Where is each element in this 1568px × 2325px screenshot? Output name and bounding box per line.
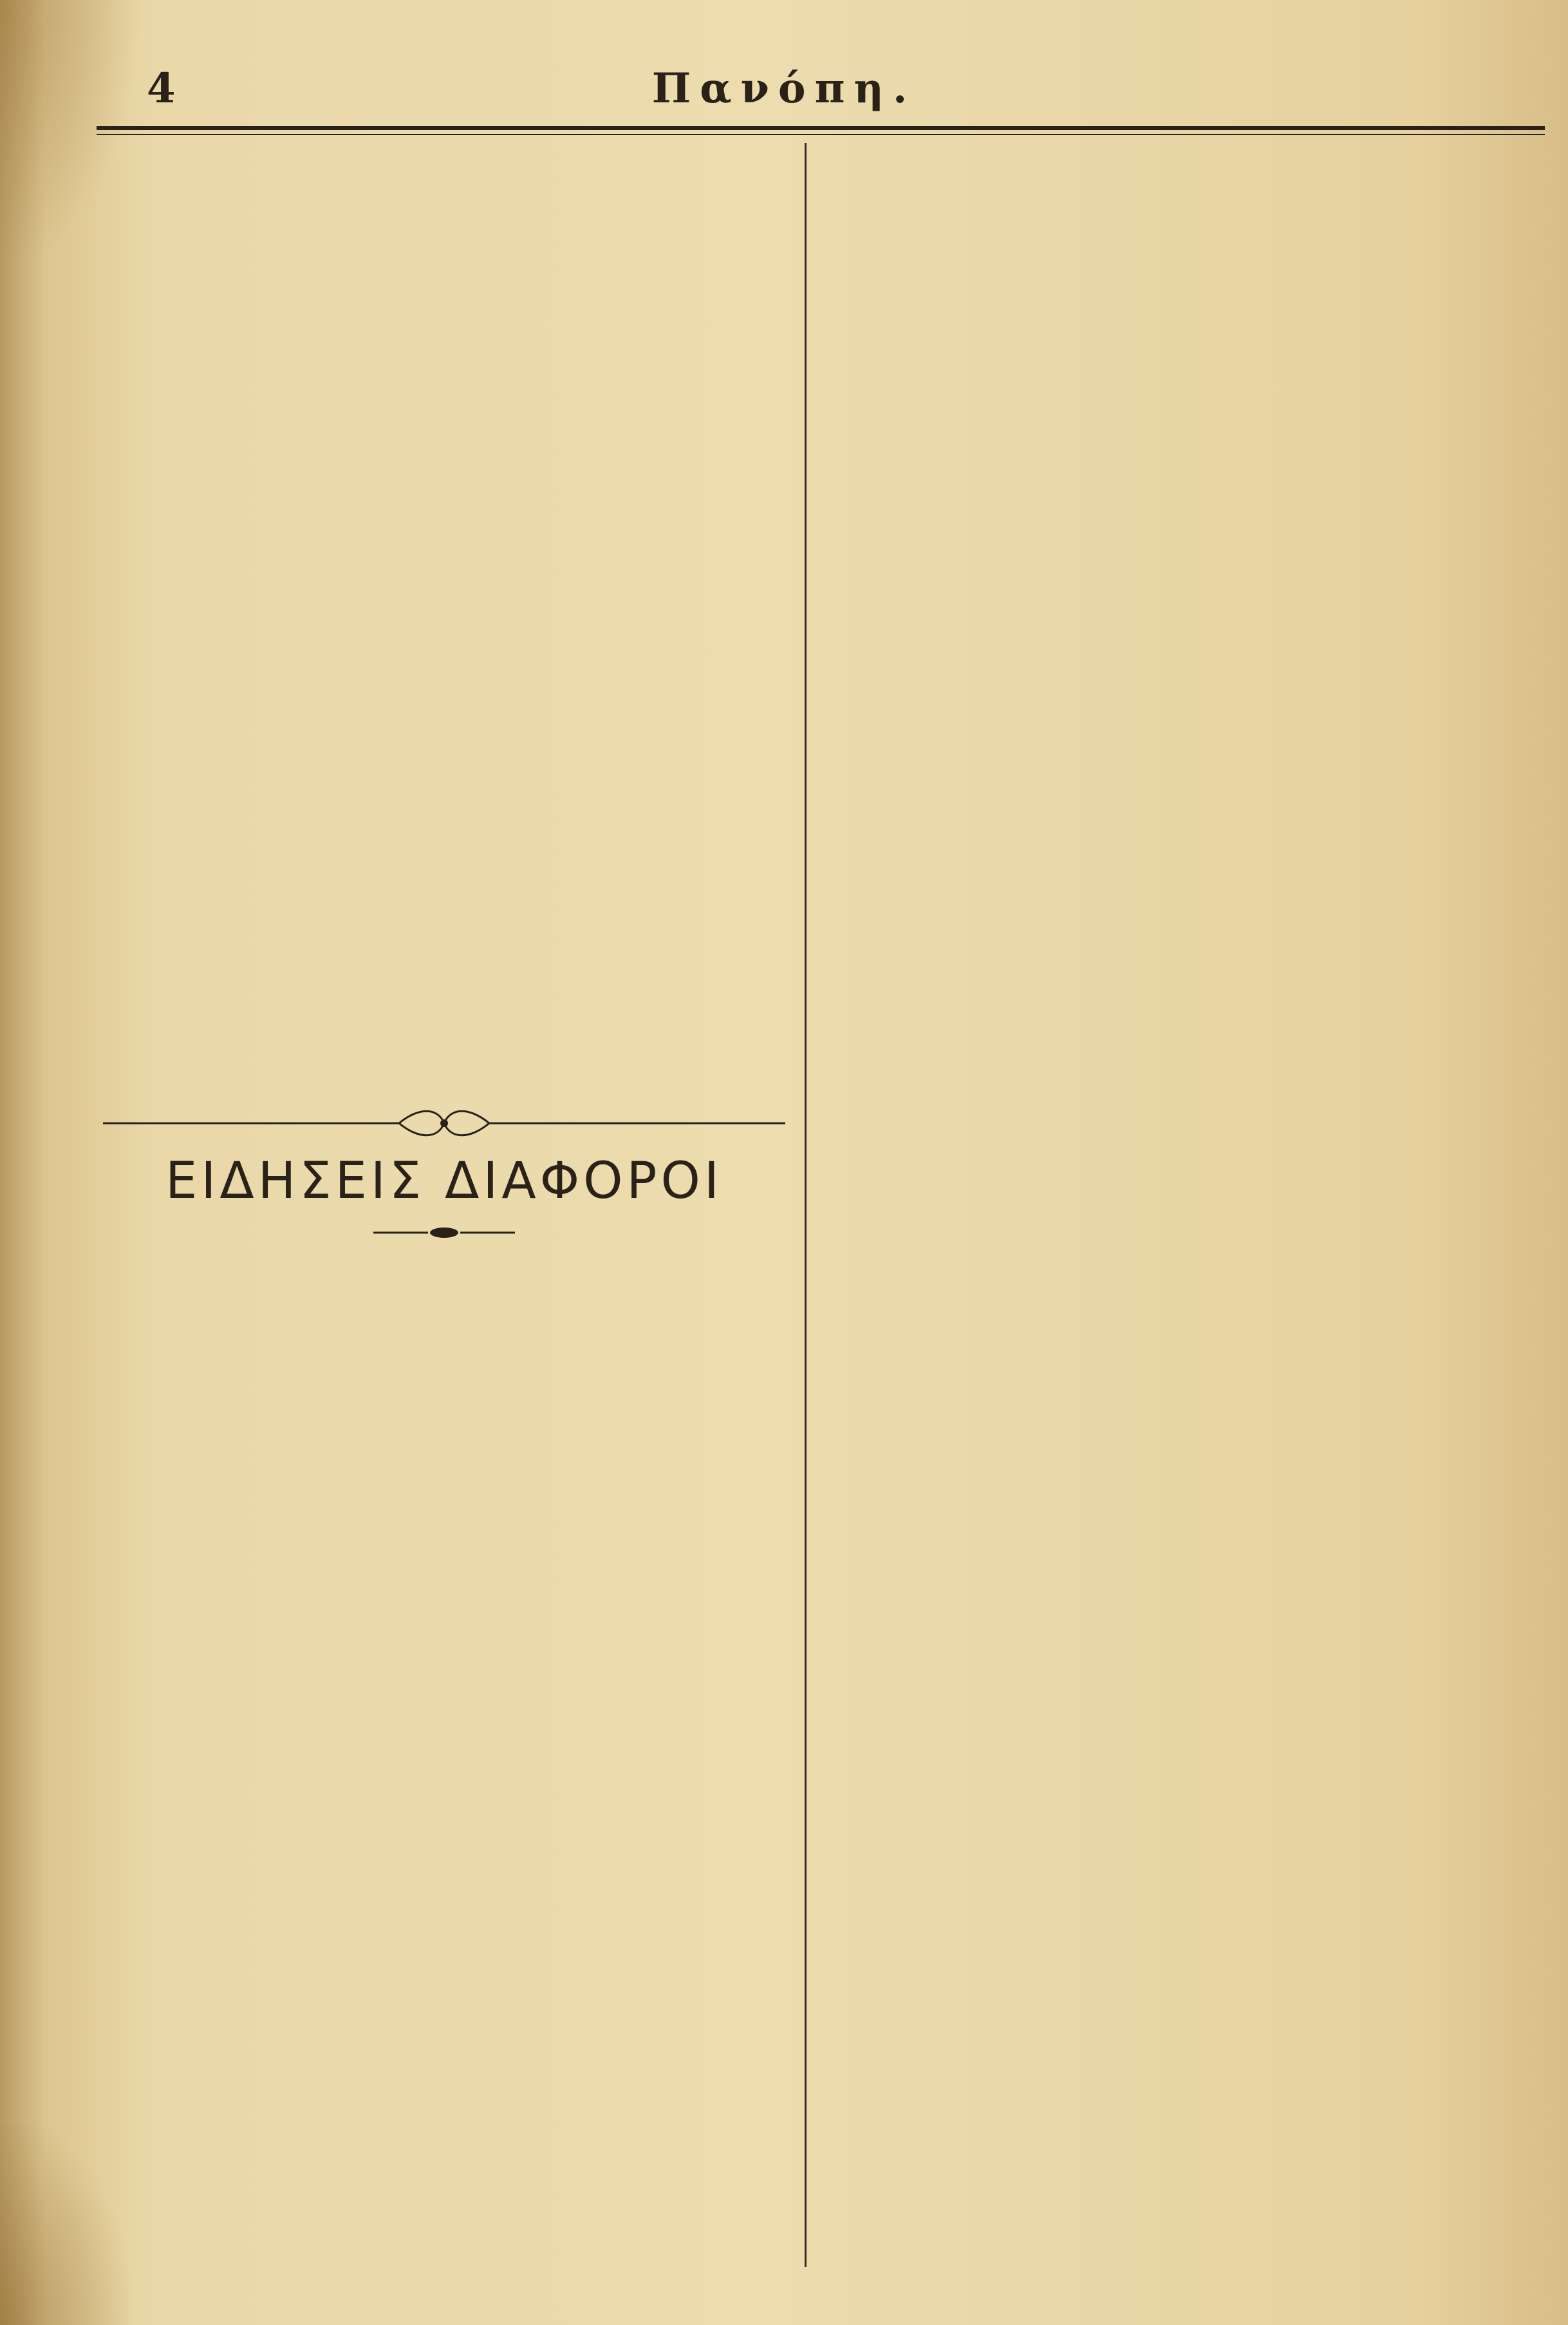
small-ornament <box>360 1220 528 1246</box>
header-rule <box>97 134 1545 135</box>
column-divider <box>805 143 807 2267</box>
left-column-article <box>97 140 792 1132</box>
masthead-title: Πανόπη. <box>651 64 917 113</box>
left-column-news <box>97 1252 792 2295</box>
right-column-news <box>817 140 1545 2297</box>
header-rule <box>97 126 1545 130</box>
page-number: 4 <box>147 64 177 113</box>
section-heading: ΕΙΔΗΣΕΙΣ ΔΙΑΦΟΡΟΙ <box>165 1152 723 1210</box>
ornamental-divider <box>97 1104 792 1143</box>
page-header <box>0 0 1568 129</box>
